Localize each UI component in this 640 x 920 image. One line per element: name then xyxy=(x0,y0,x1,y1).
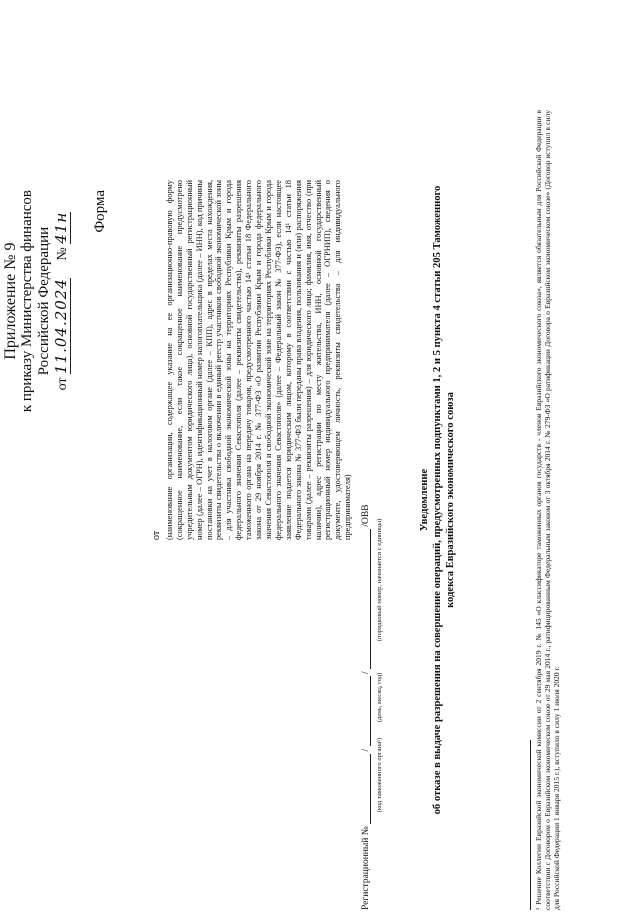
footnote-divider xyxy=(530,740,531,910)
registration-date-field xyxy=(360,676,371,746)
registration-label: Регистрационный № xyxy=(361,826,371,910)
order-line: к приказу Министерства финансов xyxy=(19,190,35,413)
sequence-number-field xyxy=(360,529,371,669)
form-label: Форма xyxy=(92,190,108,233)
registration-separator-2: / xyxy=(361,671,371,675)
caption-customs-office: (код таможенного органа¹) xyxy=(376,737,383,813)
caption-sequence-number: (порядковый номер, начинается с единицы) xyxy=(376,518,383,642)
date-prefix: от xyxy=(55,377,70,391)
customs-office-code-field xyxy=(360,754,371,824)
title-line-2: об отказе в выдаче разрешения на совершение операций, предусмотренных подпунктами 1, 2 и 5 пункта 4 статьи 205 Таможенного xyxy=(432,185,443,815)
document-title xyxy=(418,100,457,900)
order-date-row xyxy=(53,190,71,412)
addressee-block xyxy=(152,180,353,540)
handwritten-date: 11.04.2024 xyxy=(52,278,70,374)
title-line-3: кодекса Евразийского экономического союза xyxy=(445,392,456,608)
addressee-label: от xyxy=(151,530,162,540)
appendix-number: Приложение № 9 xyxy=(2,242,19,360)
registration-number-row xyxy=(360,504,371,910)
number-prefix: № xyxy=(55,247,70,261)
addressee-description: (наименование организации, содержащее указание на ее организационно-правовую форму (сокращенное наименование, если такое сокращенное наименование предусмотрено учредительным документом юридического лица), основной государственный регистрационный номер (далее – ОГРН), идентификационный номер налогоплательщика (далее – ИНН), код причины постановки на учет в налоговом органе (далее – КПП), адрес в пределах места нахождения, реквизиты свидетельства о включении в единый реестр участников свободной экономической зоны – для участника свободной экономической зоны на территориях Республики Крым и города федерального значения Севастополя (далее – реквизиты свидетельства), реквизиты разрешения таможенного органа на передачу товаров, предусмотренного частью 14¹ статьи 18 Федерального закона от 29 ноября 2014 г. № 377-ФЗ «О развитии Республики Крым и города федерального значения Севастополя и свободной экономической зоне на территориях Республики Крым и города федерального значения Севастополя» (далее – Федеральный закон № 377-ФЗ), если настоящее заявление подается юридическим лицом, которому в соответствии с частью 14¹ статьи 18 Федерального закона № 377-ФЗ были переданы права владения, пользования и (или) распоряжения товарами (далее – реквизиты разрешения) – для юридического лица; фамилия, имя, отчество (при наличии), адрес регистрации по месту жительства, ИНН, основной государственный регистрационный номер индивидуального предпринимателя (далее – ОГРНИП), сведения о документе, удостоверяющем личность, реквизиты свидетельства – для индивидуального предпринимателя) xyxy=(164,180,353,540)
appendix-header xyxy=(2,190,71,412)
country-line: Российской Федерации xyxy=(36,226,52,376)
handwritten-number: 41н xyxy=(52,211,70,244)
footnote: ¹ Решение Коллегии Евразийской экономической комиссии от 2 сентября 2019 г. № 145 «О классификаторе таможенных органов государств - членов Евразийского экономического союза», является обязательным для Российской Федерации в соответствии с Договором о Евразийском экономическом союзе от 29 мая 2014 г., ратифицированным Федеральным законом от 3 октября 2014 г. № 279-ФЗ «О ратификации Договора о Евразийском экономическом союзе» (Договор вступил в силу для Российской Федерации 1 января 2015 г.), вступило в силу 1 июля 2020 г. xyxy=(534,110,562,910)
caption-date: (день, месяц, год) xyxy=(376,672,383,723)
title-line-1: Уведомление xyxy=(419,468,430,532)
registration-separator-1: / xyxy=(361,748,371,752)
registration-suffix: /ОВВ xyxy=(361,504,371,527)
